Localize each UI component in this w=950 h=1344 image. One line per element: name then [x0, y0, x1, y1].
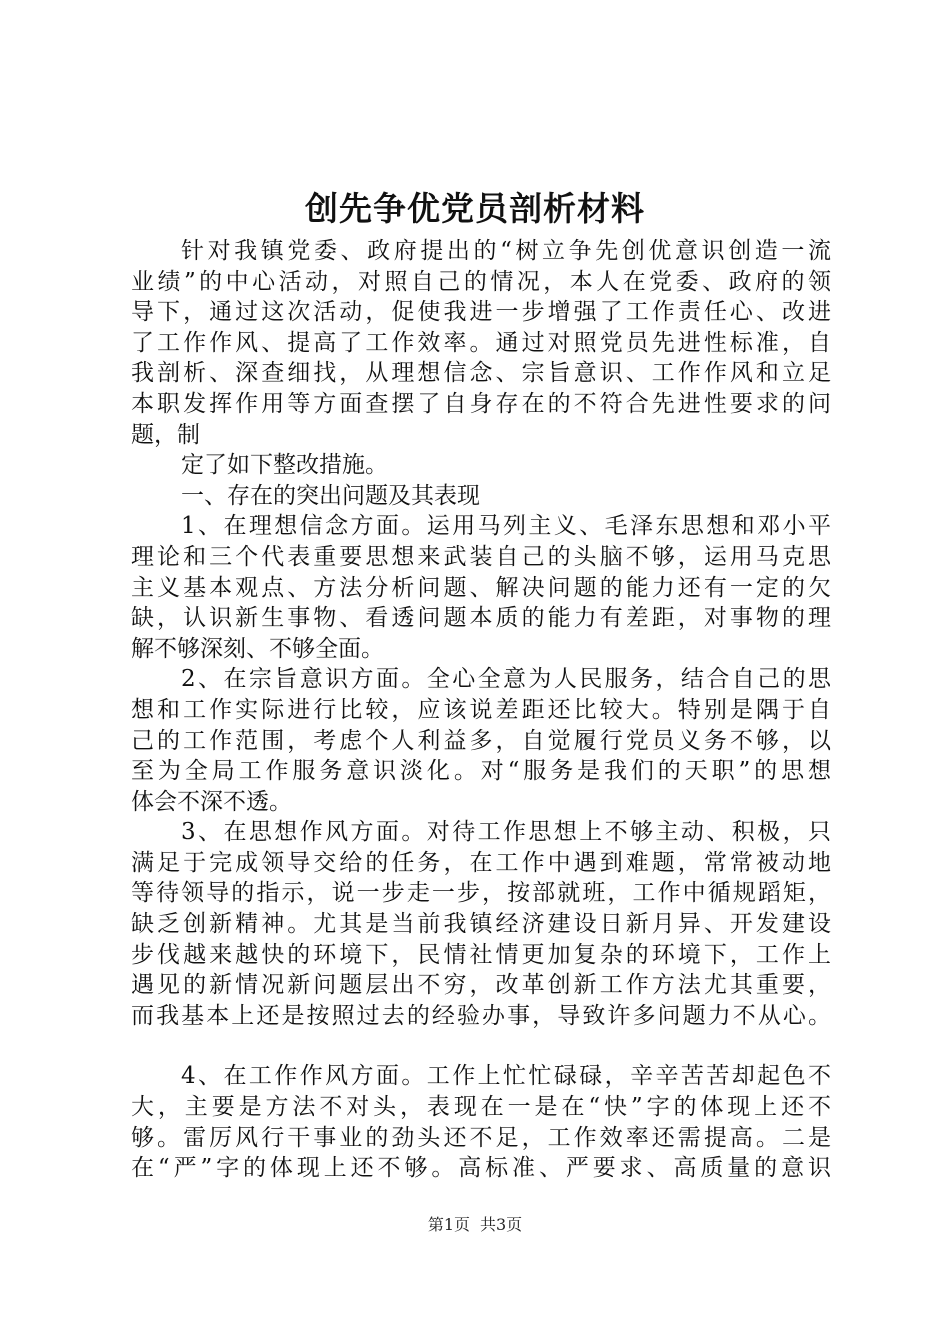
text-line: 想和工作实际进行比较，应该说差距还比较大。特别是隅于自 [131, 696, 831, 723]
document-body [131, 236, 831, 1184]
text-line: 1、在理想信念方面。运用马列主义、毛泽东思想和邓小平 [181, 513, 831, 540]
text-line: 本职发挥作用等方面查摆了自身存在的不符合先进性要求的问 [131, 390, 831, 417]
text-line: 己的工作范围，考虑个人利益多，自觉履行党员义务不够，以 [131, 727, 831, 754]
text-line: 我剖析、深查细找，从理想信念、宗旨意识、工作作风和立足 [131, 360, 831, 387]
text-line: 大，主要是方法不对头，表现在一是在“快”字的体现上还不 [131, 1094, 831, 1121]
text-line: 理论和三个代表重要思想来武装自己的头脑不够，运用马克思 [131, 543, 831, 570]
text-line: 题，制 [131, 421, 200, 448]
page-title: 创先争优党员剖析材料 [305, 189, 645, 228]
text-line: 解不够深刻、不够全面。 [131, 635, 384, 662]
text-line: 满足于完成领导交给的任务，在工作中遇到难题，常常被动地 [131, 849, 831, 876]
text-line: 而我基本上还是按照过去的经验办事，导致许多问题力不从心。 [131, 1002, 831, 1029]
page-total: 共3页 [480, 1215, 523, 1234]
text-line: 缺，认识新生事物、看透问题本质的能力有差距，对事物的理 [131, 605, 831, 632]
text-line: 4、在工作作风方面。工作上忙忙碌碌，辛辛苦苦却起色不 [181, 1063, 831, 1090]
text-line: 等待领导的指示，说一步走一步，按部就班，工作中循规蹈矩， [131, 880, 831, 907]
text-line: 了工作作风、提高了工作效率。通过对照党员先进性标准，自 [131, 329, 831, 356]
text-line: 主义基本观点、方法分析问题、解决问题的能力还有一定的欠 [131, 574, 831, 601]
text-line: 在“严”字的体现上还不够。高标准、严要求、高质量的意识 [131, 1155, 831, 1182]
text-line: 定了如下整改措施。 [181, 452, 388, 479]
text-line: 缺乏创新精神。尤其是当前我镇经济建设日新月异、开发建设 [131, 911, 831, 938]
text-line: 导下，通过这次活动，促使我进一步增强了工作责任心、改进 [131, 299, 831, 326]
text-line: 够。雷厉风行干事业的劲头还不足，工作效率还需提高。二是 [131, 1124, 831, 1151]
text-line: 遇见的新情况新问题层出不穷，改革创新工作方法尤其重要， [131, 972, 831, 999]
text-line: 针对我镇党委、政府提出的“树立争先创优意识创造一流 [181, 238, 831, 264]
text-line: 业绩”的中心活动，对照自己的情况，本人在党委、政府的领 [131, 268, 831, 295]
text-line: 一、存在的突出问题及其表现 [181, 482, 480, 509]
text-line: 2、在宗旨意识方面。全心全意为人民服务，结合自己的思 [181, 666, 831, 693]
text-line: 至为全局工作服务意识淡化。对“服务是我们的天职”的思想 [131, 758, 831, 785]
text-line: 步伐越来越快的环境下，民情社情更加复杂的环境下，工作上 [131, 941, 831, 968]
text-line: 体会不深不透。 [131, 788, 292, 815]
page-number: 第1页 [427, 1215, 470, 1234]
text-line: 3、在思想作风方面。对待工作思想上不够主动、积极，只 [181, 819, 831, 846]
page-footer [0, 1214, 950, 1236]
